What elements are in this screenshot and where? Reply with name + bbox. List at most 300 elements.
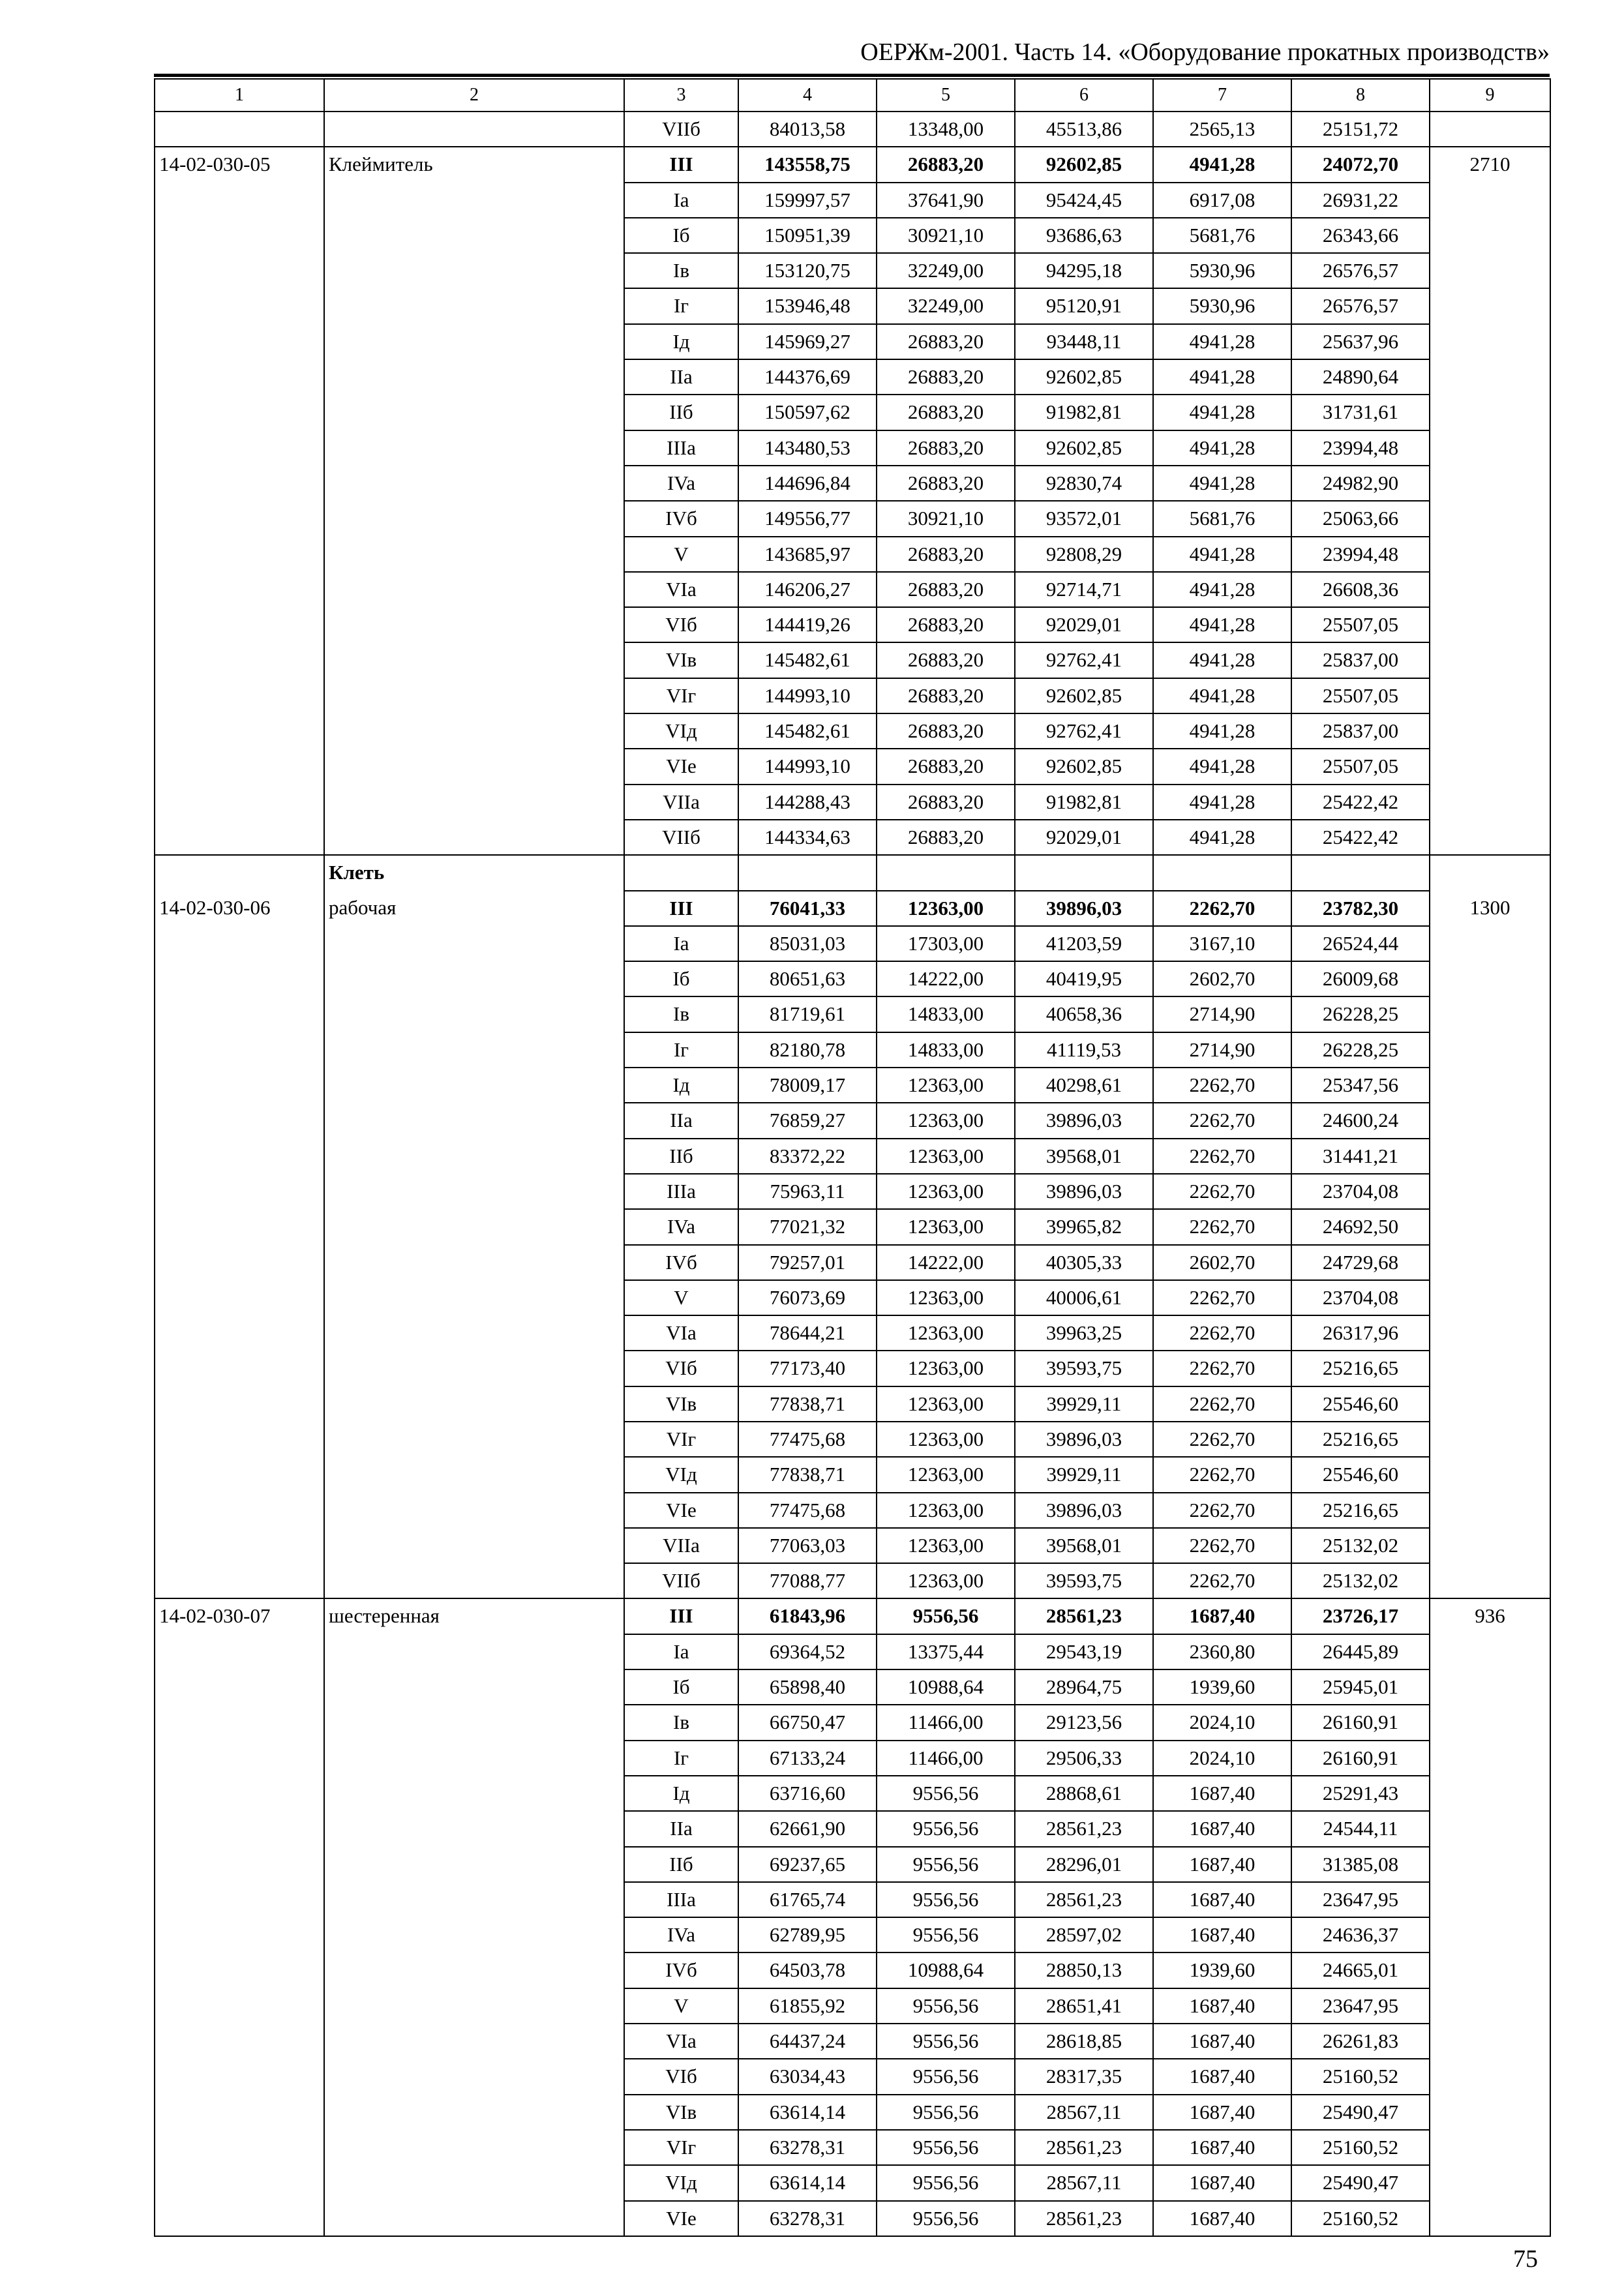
mass-cell	[1430, 395, 1550, 430]
value-cell: 28561,23	[1015, 1882, 1153, 1917]
table-row	[155, 1669, 1550, 1705]
value-cell: 26160,91	[1291, 1705, 1430, 1740]
value-cell: 78009,17	[738, 1068, 877, 1103]
value-cell: 26228,25	[1291, 996, 1430, 1032]
table-row	[155, 642, 1550, 678]
value-cell: 12363,00	[877, 1280, 1015, 1315]
value-cell: 4941,28	[1153, 713, 1291, 749]
name-cell	[324, 1988, 624, 2024]
zone-cell: Iв	[624, 253, 738, 288]
value-cell: 145482,61	[738, 713, 877, 749]
table-row	[155, 1917, 1550, 1952]
value-cell: 76041,33	[738, 891, 877, 926]
value-cell: 92602,85	[1015, 147, 1153, 182]
value-cell: 12363,00	[877, 1563, 1015, 1598]
mass-cell	[1430, 1563, 1550, 1598]
value-cell: 25151,72	[1291, 112, 1430, 147]
value-cell: 150951,39	[738, 218, 877, 253]
value-cell: 6917,08	[1153, 183, 1291, 218]
code-cell: 14-02-030-06	[155, 891, 324, 926]
name-cell	[324, 1068, 624, 1103]
value-cell: 92602,85	[1015, 430, 1153, 466]
value-cell: 1687,40	[1153, 1776, 1291, 1811]
value-cell: 77838,71	[738, 1457, 877, 1492]
mass-cell	[1430, 1669, 1550, 1705]
zone-cell: Iд	[624, 1776, 738, 1811]
name-cell	[324, 430, 624, 466]
value-cell: 31441,21	[1291, 1139, 1430, 1174]
empty-cell	[738, 855, 877, 890]
code-cell	[155, 2201, 324, 2236]
value-cell: 39929,11	[1015, 1386, 1153, 1422]
value-cell: 45513,86	[1015, 112, 1153, 147]
table-row	[155, 1882, 1550, 1917]
table-row	[155, 324, 1550, 359]
mass-cell	[1430, 1068, 1550, 1103]
value-cell: 23994,48	[1291, 430, 1430, 466]
zone-cell: IIб	[624, 395, 738, 430]
code-cell	[155, 1103, 324, 1138]
zone-cell: Ia	[624, 926, 738, 961]
mass-cell	[1430, 1847, 1550, 1882]
zone-cell: VIг	[624, 2130, 738, 2165]
value-cell: 14222,00	[877, 961, 1015, 996]
value-cell: 24665,01	[1291, 1952, 1430, 1988]
zone-cell: VIб	[624, 1351, 738, 1386]
code-cell	[155, 1422, 324, 1457]
table-row	[155, 713, 1550, 749]
value-cell: 92029,01	[1015, 820, 1153, 855]
value-cell: 31385,08	[1291, 1847, 1430, 1882]
mass-cell	[1430, 607, 1550, 642]
value-cell: 26883,20	[877, 324, 1015, 359]
value-cell: 28964,75	[1015, 1669, 1153, 1705]
value-cell: 25546,60	[1291, 1386, 1430, 1422]
zone-cell: Ia	[624, 183, 738, 218]
value-cell: 39896,03	[1015, 1493, 1153, 1528]
value-cell: 26883,20	[877, 678, 1015, 713]
table-row	[155, 785, 1550, 820]
value-cell: 26883,20	[877, 713, 1015, 749]
code-cell	[155, 218, 324, 253]
value-cell: 9556,56	[877, 2059, 1015, 2094]
value-cell: 4941,28	[1153, 537, 1291, 572]
zone-cell: Iб	[624, 961, 738, 996]
value-cell: 5681,76	[1153, 501, 1291, 536]
zone-cell: IIIa	[624, 430, 738, 466]
value-cell: 40298,61	[1015, 1068, 1153, 1103]
value-cell: 23726,17	[1291, 1598, 1430, 1634]
value-cell: 63278,31	[738, 2201, 877, 2236]
mass-cell	[1430, 1174, 1550, 1209]
mass-cell	[1430, 2201, 1550, 2236]
zone-cell: Iб	[624, 218, 738, 253]
value-cell: 39896,03	[1015, 1103, 1153, 1138]
value-cell: 26228,25	[1291, 1032, 1430, 1068]
value-cell: 95120,91	[1015, 288, 1153, 323]
code-cell	[155, 820, 324, 855]
name-cell	[324, 1634, 624, 1669]
zone-cell: Ia	[624, 1634, 738, 1669]
zone-cell: Iб	[624, 1669, 738, 1705]
value-cell: 26883,20	[877, 820, 1015, 855]
mass-cell	[1430, 253, 1550, 288]
name-cell	[324, 1280, 624, 1315]
table-row	[155, 1563, 1550, 1598]
table-row	[155, 1280, 1550, 1315]
code-cell	[155, 1988, 324, 2024]
table-row	[155, 1315, 1550, 1351]
value-cell: 11466,00	[877, 1741, 1015, 1776]
table-row	[155, 2059, 1550, 2094]
value-cell: 26445,89	[1291, 1634, 1430, 1669]
value-cell: 63716,60	[738, 1776, 877, 1811]
value-cell: 40419,95	[1015, 961, 1153, 996]
value-cell: 25132,02	[1291, 1563, 1430, 1598]
empty-cell	[1430, 855, 1550, 890]
value-cell: 153120,75	[738, 253, 877, 288]
value-cell: 146206,27	[738, 572, 877, 607]
name-cell	[324, 1847, 624, 1882]
value-cell: 94295,18	[1015, 253, 1153, 288]
name-cell	[324, 2165, 624, 2200]
value-cell: 24544,11	[1291, 1811, 1430, 1846]
column-number: 2	[324, 79, 624, 112]
code-cell	[155, 1493, 324, 1528]
value-cell: 3167,10	[1153, 926, 1291, 961]
value-cell: 144419,26	[738, 607, 877, 642]
zone-cell: V	[624, 537, 738, 572]
table-row	[155, 1139, 1550, 1174]
value-cell: 41119,53	[1015, 1032, 1153, 1068]
value-cell: 26524,44	[1291, 926, 1430, 961]
zone-cell: III	[624, 1598, 738, 1634]
value-cell: 82180,78	[738, 1032, 877, 1068]
value-cell: 26009,68	[1291, 961, 1430, 996]
value-cell: 77838,71	[738, 1386, 877, 1422]
value-cell: 144993,10	[738, 678, 877, 713]
name-cell	[324, 820, 624, 855]
code-cell	[155, 1315, 324, 1351]
name-cell: Клеймитель	[324, 147, 624, 182]
value-cell: 1687,40	[1153, 1917, 1291, 1952]
value-cell: 2602,70	[1153, 961, 1291, 996]
value-cell: 25160,52	[1291, 2201, 1430, 2236]
mass-cell	[1430, 1917, 1550, 1952]
value-cell: 92762,41	[1015, 713, 1153, 749]
value-cell: 4941,28	[1153, 395, 1291, 430]
value-cell: 26317,96	[1291, 1315, 1430, 1351]
value-cell: 30921,10	[877, 218, 1015, 253]
name-cell	[324, 1776, 624, 1811]
value-cell: 29506,33	[1015, 1741, 1153, 1776]
value-cell: 25837,00	[1291, 713, 1430, 749]
value-cell: 25216,65	[1291, 1422, 1430, 1457]
name-cell	[324, 572, 624, 607]
code-cell	[155, 926, 324, 961]
zone-cell: IIa	[624, 1811, 738, 1846]
table-row	[155, 501, 1550, 536]
value-cell: 39568,01	[1015, 1528, 1153, 1563]
table-row	[155, 749, 1550, 784]
value-cell: 26343,66	[1291, 218, 1430, 253]
zone-cell: VIд	[624, 2165, 738, 2200]
mass-cell	[1430, 642, 1550, 678]
mass-cell	[1430, 1245, 1550, 1280]
value-cell: 63614,14	[738, 2095, 877, 2130]
name-cell	[324, 2024, 624, 2059]
table-row	[155, 678, 1550, 713]
mass-cell	[1430, 1032, 1550, 1068]
value-cell: 26883,20	[877, 642, 1015, 678]
mass-cell	[1430, 1634, 1550, 1669]
code-cell	[155, 1280, 324, 1315]
value-cell: 62661,90	[738, 1811, 877, 1846]
value-cell: 26576,57	[1291, 253, 1430, 288]
name-cell	[324, 996, 624, 1032]
value-cell: 12363,00	[877, 1209, 1015, 1244]
page-number: 75	[1513, 2245, 1538, 2273]
value-cell: 25945,01	[1291, 1669, 1430, 1705]
value-cell: 69237,65	[738, 1847, 877, 1882]
value-cell: 28597,02	[1015, 1917, 1153, 1952]
mass-cell	[1430, 2165, 1550, 2200]
value-cell: 25490,47	[1291, 2095, 1430, 2130]
table-row	[155, 537, 1550, 572]
value-cell: 63614,14	[738, 2165, 877, 2200]
value-cell: 1687,40	[1153, 2201, 1291, 2236]
value-cell: 2024,10	[1153, 1705, 1291, 1740]
value-cell: 1687,40	[1153, 1847, 1291, 1882]
value-cell: 25422,42	[1291, 785, 1430, 820]
value-cell: 61843,96	[738, 1598, 877, 1634]
value-cell: 23704,08	[1291, 1174, 1430, 1209]
name-cell	[324, 1882, 624, 1917]
mass-cell	[1430, 2095, 1550, 2130]
value-cell: 2262,70	[1153, 1068, 1291, 1103]
mass-cell	[1430, 501, 1550, 536]
mass-cell	[1430, 2130, 1550, 2165]
value-cell: 12363,00	[877, 1422, 1015, 1457]
name-cell	[324, 1528, 624, 1563]
zone-cell: IVa	[624, 1917, 738, 1952]
value-cell: 77173,40	[738, 1351, 877, 1386]
value-cell: 26931,22	[1291, 183, 1430, 218]
value-cell: 66750,47	[738, 1705, 877, 1740]
value-cell: 2602,70	[1153, 1245, 1291, 1280]
zone-cell: VIг	[624, 1422, 738, 1457]
value-cell: 28868,61	[1015, 1776, 1153, 1811]
value-cell: 143558,75	[738, 147, 877, 182]
value-cell: 92714,71	[1015, 572, 1153, 607]
value-cell: 23994,48	[1291, 537, 1430, 572]
table-row	[155, 1598, 1550, 1634]
value-cell: 25216,65	[1291, 1493, 1430, 1528]
page-header: ОЕРЖм-2001. Часть 14. «Оборудование прокатных производств»	[860, 38, 1550, 66]
value-cell: 64437,24	[738, 2024, 877, 2059]
value-cell: 14833,00	[877, 1032, 1015, 1068]
mass-cell	[1430, 466, 1550, 501]
value-cell: 26261,83	[1291, 2024, 1430, 2059]
value-cell: 1939,60	[1153, 1952, 1291, 1988]
zone-cell: Iд	[624, 324, 738, 359]
value-cell: 2262,70	[1153, 1139, 1291, 1174]
value-cell: 25546,60	[1291, 1457, 1430, 1492]
value-cell: 26883,20	[877, 749, 1015, 784]
value-cell: 39568,01	[1015, 1139, 1153, 1174]
zone-cell: IVб	[624, 1952, 738, 1988]
value-cell: 83372,22	[738, 1139, 877, 1174]
value-cell: 1687,40	[1153, 1988, 1291, 2024]
value-cell: 85031,03	[738, 926, 877, 961]
code-cell	[155, 1776, 324, 1811]
code-cell	[155, 1669, 324, 1705]
name-cell	[324, 1032, 624, 1068]
value-cell: 79257,01	[738, 1245, 877, 1280]
column-number-row	[155, 79, 1550, 112]
code-cell	[155, 324, 324, 359]
value-cell: 81719,61	[738, 996, 877, 1032]
code-cell	[155, 1952, 324, 1988]
table-row	[155, 891, 1550, 926]
code-cell	[155, 288, 324, 323]
value-cell: 26883,20	[877, 572, 1015, 607]
mass-cell	[1430, 996, 1550, 1032]
value-cell: 26883,20	[877, 537, 1015, 572]
name-cell	[324, 1351, 624, 1386]
zone-cell: VIв	[624, 2095, 738, 2130]
code-cell	[155, 1741, 324, 1776]
table-row	[155, 253, 1550, 288]
table-row	[155, 1493, 1550, 1528]
code-cell	[155, 430, 324, 466]
zone-cell: VIIa	[624, 1528, 738, 1563]
mass-cell: 936	[1430, 1598, 1550, 1634]
empty-cell	[1291, 855, 1430, 890]
table-row	[155, 466, 1550, 501]
value-cell: 28561,23	[1015, 2201, 1153, 2236]
value-cell: 24072,70	[1291, 147, 1430, 182]
empty-cell	[624, 855, 738, 890]
value-cell: 12363,00	[877, 1068, 1015, 1103]
value-cell: 25160,52	[1291, 2130, 1430, 2165]
value-cell: 4941,28	[1153, 359, 1291, 395]
value-cell: 25063,66	[1291, 501, 1430, 536]
code-cell	[155, 1528, 324, 1563]
value-cell: 24982,90	[1291, 466, 1430, 501]
value-cell: 75963,11	[738, 1174, 877, 1209]
value-cell: 2714,90	[1153, 996, 1291, 1032]
value-cell: 65898,40	[738, 1669, 877, 1705]
code-cell	[155, 466, 324, 501]
value-cell: 12363,00	[877, 1103, 1015, 1138]
name-cell	[324, 678, 624, 713]
value-cell: 77475,68	[738, 1422, 877, 1457]
value-cell: 5930,96	[1153, 288, 1291, 323]
value-cell: 12363,00	[877, 1315, 1015, 1351]
value-cell: 93686,63	[1015, 218, 1153, 253]
code-cell	[155, 749, 324, 784]
table-row	[155, 1811, 1550, 1846]
table-row	[155, 1847, 1550, 1882]
code-cell	[155, 2059, 324, 2094]
code-cell	[155, 1705, 324, 1740]
value-cell: 9556,56	[877, 2024, 1015, 2059]
mass-cell	[1430, 359, 1550, 395]
value-cell: 1687,40	[1153, 2059, 1291, 2094]
value-cell: 39896,03	[1015, 891, 1153, 926]
zone-cell: IIб	[624, 1139, 738, 1174]
mass-cell	[1430, 324, 1550, 359]
code-cell	[155, 253, 324, 288]
value-cell: 144288,43	[738, 785, 877, 820]
value-cell: 40305,33	[1015, 1245, 1153, 1280]
table-row	[155, 147, 1550, 182]
value-cell: 23782,30	[1291, 891, 1430, 926]
value-cell: 40006,61	[1015, 1280, 1153, 1315]
value-cell: 92808,29	[1015, 537, 1153, 572]
name-cell	[324, 2201, 624, 2236]
value-cell: 39929,11	[1015, 1457, 1153, 1492]
zone-cell: IIIa	[624, 1882, 738, 1917]
name-cell	[324, 359, 624, 395]
name-cell	[324, 1422, 624, 1457]
mass-cell	[1430, 1103, 1550, 1138]
value-cell: 40658,36	[1015, 996, 1153, 1032]
value-cell: 9556,56	[877, 2130, 1015, 2165]
value-cell: 12363,00	[877, 1528, 1015, 1563]
value-cell: 10988,64	[877, 1952, 1015, 1988]
value-cell: 25507,05	[1291, 678, 1430, 713]
value-cell: 25291,43	[1291, 1776, 1430, 1811]
value-cell: 29123,56	[1015, 1705, 1153, 1740]
value-cell: 28618,85	[1015, 2024, 1153, 2059]
mass-cell	[1430, 1811, 1550, 1846]
zone-cell: IVб	[624, 501, 738, 536]
value-cell: 25422,42	[1291, 820, 1430, 855]
mass-cell	[1430, 785, 1550, 820]
value-cell: 28317,35	[1015, 2059, 1153, 2094]
mass-cell	[1430, 1988, 1550, 2024]
code-cell	[155, 2095, 324, 2130]
table-row	[155, 926, 1550, 961]
value-cell: 28651,41	[1015, 1988, 1153, 2024]
value-cell: 10988,64	[877, 1669, 1015, 1705]
table-row	[155, 218, 1550, 253]
code-cell	[155, 112, 324, 147]
value-cell: 12363,00	[877, 1493, 1015, 1528]
name-cell	[324, 1386, 624, 1422]
name-cell: рабочая	[324, 891, 624, 926]
value-cell: 4941,28	[1153, 678, 1291, 713]
mass-cell	[1430, 820, 1550, 855]
zone-cell: VIe	[624, 749, 738, 784]
value-cell: 2714,90	[1153, 1032, 1291, 1068]
value-cell: 24636,37	[1291, 1917, 1430, 1952]
empty-cell	[877, 855, 1015, 890]
value-cell: 144696,84	[738, 466, 877, 501]
mass-cell	[1430, 183, 1550, 218]
name-cell	[324, 1811, 624, 1846]
table-row	[155, 395, 1550, 430]
value-cell: 4941,28	[1153, 820, 1291, 855]
code-cell	[155, 855, 324, 890]
value-cell: 28561,23	[1015, 1811, 1153, 1846]
value-cell: 63034,43	[738, 2059, 877, 2094]
mass-cell	[1430, 2024, 1550, 2059]
table-row	[155, 1705, 1550, 1740]
value-cell: 144334,63	[738, 820, 877, 855]
